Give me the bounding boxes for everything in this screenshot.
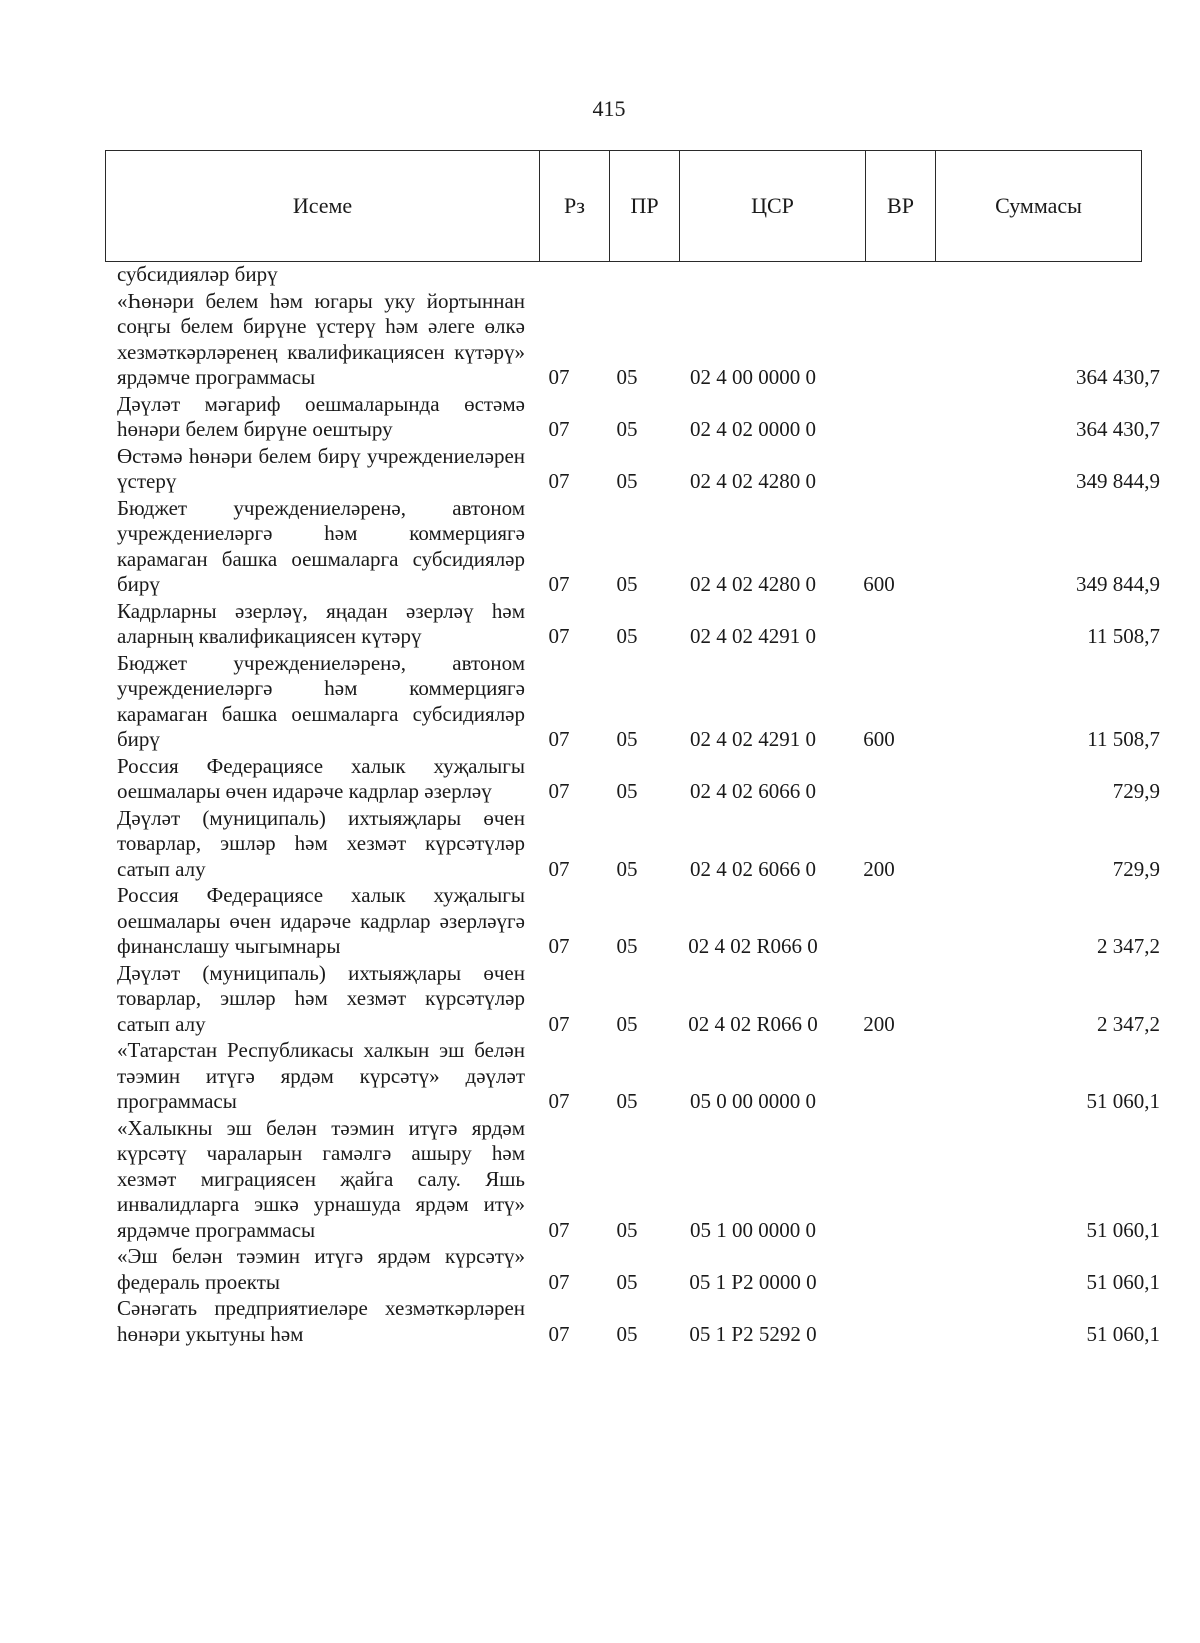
cell-pr: 05 xyxy=(616,1321,638,1346)
table-row xyxy=(105,1296,1175,1347)
cell-rz: 07 xyxy=(548,934,570,958)
table-body xyxy=(105,262,1175,1348)
cell-vr: 200 xyxy=(863,1011,895,1036)
cell-csr: 02 4 02 4291 0 xyxy=(690,727,816,751)
cell-csr: 05 1 P2 5292 0 xyxy=(689,1321,817,1346)
cell-rz: 07 xyxy=(548,365,570,389)
cell-csr: 02 4 00 0000 0 xyxy=(690,365,816,389)
table-row xyxy=(105,1116,1175,1244)
cell-rz: 07 xyxy=(548,1011,570,1036)
cell-csr: 02 4 02 4291 0 xyxy=(690,624,816,648)
cell-csr: 05 1 00 0000 0 xyxy=(690,1217,816,1242)
cell-pr: 05 xyxy=(616,856,638,881)
cell-rz: 07 xyxy=(548,1217,570,1242)
cell-pr: 05 xyxy=(616,1269,638,1294)
cell-name: Россия Федерациясе халык хуҗалыгы оешмалары өчен идарәче кадрлар әзерләүгә финанслашу чыгымнары xyxy=(117,883,525,958)
cell-name: Кадрларны әзерләү, яңадан әзерләү һәм аларның квалификациясен күтәрү xyxy=(117,598,525,648)
cell-pr: 05 xyxy=(616,727,638,751)
cell-sum: 51 060,1 xyxy=(1086,1217,1160,1242)
cell-csr: 02 4 02 4280 0 xyxy=(690,572,816,596)
cell-pr: 05 xyxy=(616,572,638,596)
cell-pr: 05 xyxy=(616,469,638,493)
header-pr: ПР xyxy=(610,151,680,262)
cell-rz: 07 xyxy=(548,572,570,596)
cell-name: «Татарстан Республикасы халкын эш белән тәэмин итүгә ярдәм күрсәтү» дәүләт программасы xyxy=(117,1038,525,1113)
header-csr: ЦСР xyxy=(680,151,866,262)
cell-name: Россия Федерациясе халык хуҗалыгы оешмалары өчен идарәче кадрлар әзерләү xyxy=(117,753,525,803)
table-header xyxy=(105,150,1142,262)
header-sum: Суммасы xyxy=(936,151,1142,262)
cell-sum: 51 060,1 xyxy=(1086,1321,1160,1346)
cell-csr: 02 4 02 R066 0 xyxy=(688,934,818,958)
cell-rz: 07 xyxy=(548,856,570,881)
cell-name: Сәнәгать предприятиеләре хезмәткәрләрен һөнәри укытуны һәм xyxy=(117,1296,525,1346)
cell-sum: 2 347,2 xyxy=(1097,934,1160,958)
cell-csr: 02 4 02 0000 0 xyxy=(690,417,816,441)
cell-name: «Эш белән тәэмин итүгә ярдәм күрсәтү» федераль проекты xyxy=(117,1244,525,1294)
table-row xyxy=(105,1244,1175,1295)
cell-vr: 600 xyxy=(863,572,895,596)
table-row xyxy=(105,444,1175,495)
cell-pr: 05 xyxy=(616,1089,638,1113)
cell-sum: 729,9 xyxy=(1112,779,1160,803)
cell-sum: 11 508,7 xyxy=(1087,624,1160,648)
cell-name: субсидияләр бирү xyxy=(117,262,278,286)
header-vr: ВР xyxy=(866,151,936,262)
cell-rz: 07 xyxy=(548,469,570,493)
cell-sum: 729,9 xyxy=(1112,856,1160,881)
table-row xyxy=(105,1038,1175,1115)
cell-rz: 07 xyxy=(548,779,570,803)
cell-sum: 364 430,7 xyxy=(1076,417,1160,441)
cell-vr: 200 xyxy=(863,856,895,881)
cell-name: Дәүләт (муниципаль) ихтыяҗлары өчен товарлар, эшләр һәм хезмәт күрсәтүләр сатып алу xyxy=(117,960,525,1036)
cell-pr: 05 xyxy=(616,624,638,648)
cell-csr: 02 4 02 6066 0 xyxy=(690,779,816,803)
cell-pr: 05 xyxy=(616,365,638,389)
cell-name: Бюджет учреждениеләренә, автоном учреждениеләргә һәм коммерциягә карамаган башка оешмаларга субсидияләр бирү xyxy=(117,650,525,751)
cell-sum: 11 508,7 xyxy=(1087,727,1160,751)
table-row xyxy=(105,262,1175,288)
table-row xyxy=(105,806,1175,883)
cell-csr: 05 1 P2 0000 0 xyxy=(689,1269,817,1294)
cell-csr: 05 0 00 0000 0 xyxy=(690,1089,816,1113)
cell-rz: 07 xyxy=(548,1321,570,1346)
cell-name: «Һөнәри белем һәм югары уку йортыннан соңгы белем бирүне үстерү һәм әлеге өлкә хезмәткәрләренең квалификациясен күтәрү» ярдәмче программасы xyxy=(117,288,525,389)
cell-sum: 349 844,9 xyxy=(1076,572,1160,596)
cell-pr: 05 xyxy=(616,779,638,803)
cell-sum: 51 060,1 xyxy=(1086,1089,1160,1113)
cell-pr: 05 xyxy=(616,934,638,958)
cell-sum: 364 430,7 xyxy=(1076,365,1160,389)
cell-rz: 07 xyxy=(548,727,570,751)
cell-csr: 02 4 02 6066 0 xyxy=(690,856,816,881)
table-row xyxy=(105,599,1175,650)
cell-name: Бюджет учреждениеләренә, автоном учреждениеләргә һәм коммерциягә карамаган башка оешмаларга субсидияләр бирү xyxy=(117,495,525,596)
cell-sum: 349 844,9 xyxy=(1076,469,1160,493)
table-row xyxy=(105,651,1175,753)
header-rz: Рз xyxy=(540,151,610,262)
page-number: 415 xyxy=(592,96,626,121)
cell-rz: 07 xyxy=(548,1269,570,1294)
cell-sum: 51 060,1 xyxy=(1086,1269,1160,1294)
table-row xyxy=(105,883,1175,960)
cell-pr: 05 xyxy=(616,1011,638,1036)
cell-name: Өстәмә һөнәри белем бирү учреждениеләрен үстерү xyxy=(117,443,525,493)
cell-rz: 07 xyxy=(548,417,570,441)
cell-name: Дәүләт мәгариф оешмаларында өстәмә һөнәри белем бирүне оештыру xyxy=(117,391,525,441)
table-row xyxy=(105,961,1175,1038)
table-row xyxy=(105,289,1175,391)
table-row xyxy=(105,392,1175,443)
cell-name: «Халыкны эш белән тәэмин итүгә ярдәм күрсәтү чараларын гамәлгә ашыру һәм хезмәт миграциясен җайга салу. Яшь инвалидларга эшкә урнашуда ярдәм итү» ярдәмче программасы xyxy=(117,1115,525,1242)
cell-pr: 05 xyxy=(616,1217,638,1242)
cell-csr: 02 4 02 4280 0 xyxy=(690,469,816,493)
cell-sum: 2 347,2 xyxy=(1097,1011,1160,1036)
table-row xyxy=(105,754,1175,805)
cell-name: Дәүләт (муниципаль) ихтыяҗлары өчен товарлар, эшләр һәм хезмәт күрсәтүләр сатып алу xyxy=(117,805,525,881)
cell-rz: 07 xyxy=(548,1089,570,1113)
cell-rz: 07 xyxy=(548,624,570,648)
cell-vr: 600 xyxy=(863,727,895,751)
header-name: Исеме xyxy=(106,151,540,262)
cell-csr: 02 4 02 R066 0 xyxy=(688,1011,818,1036)
table-row xyxy=(105,496,1175,598)
cell-pr: 05 xyxy=(616,417,638,441)
